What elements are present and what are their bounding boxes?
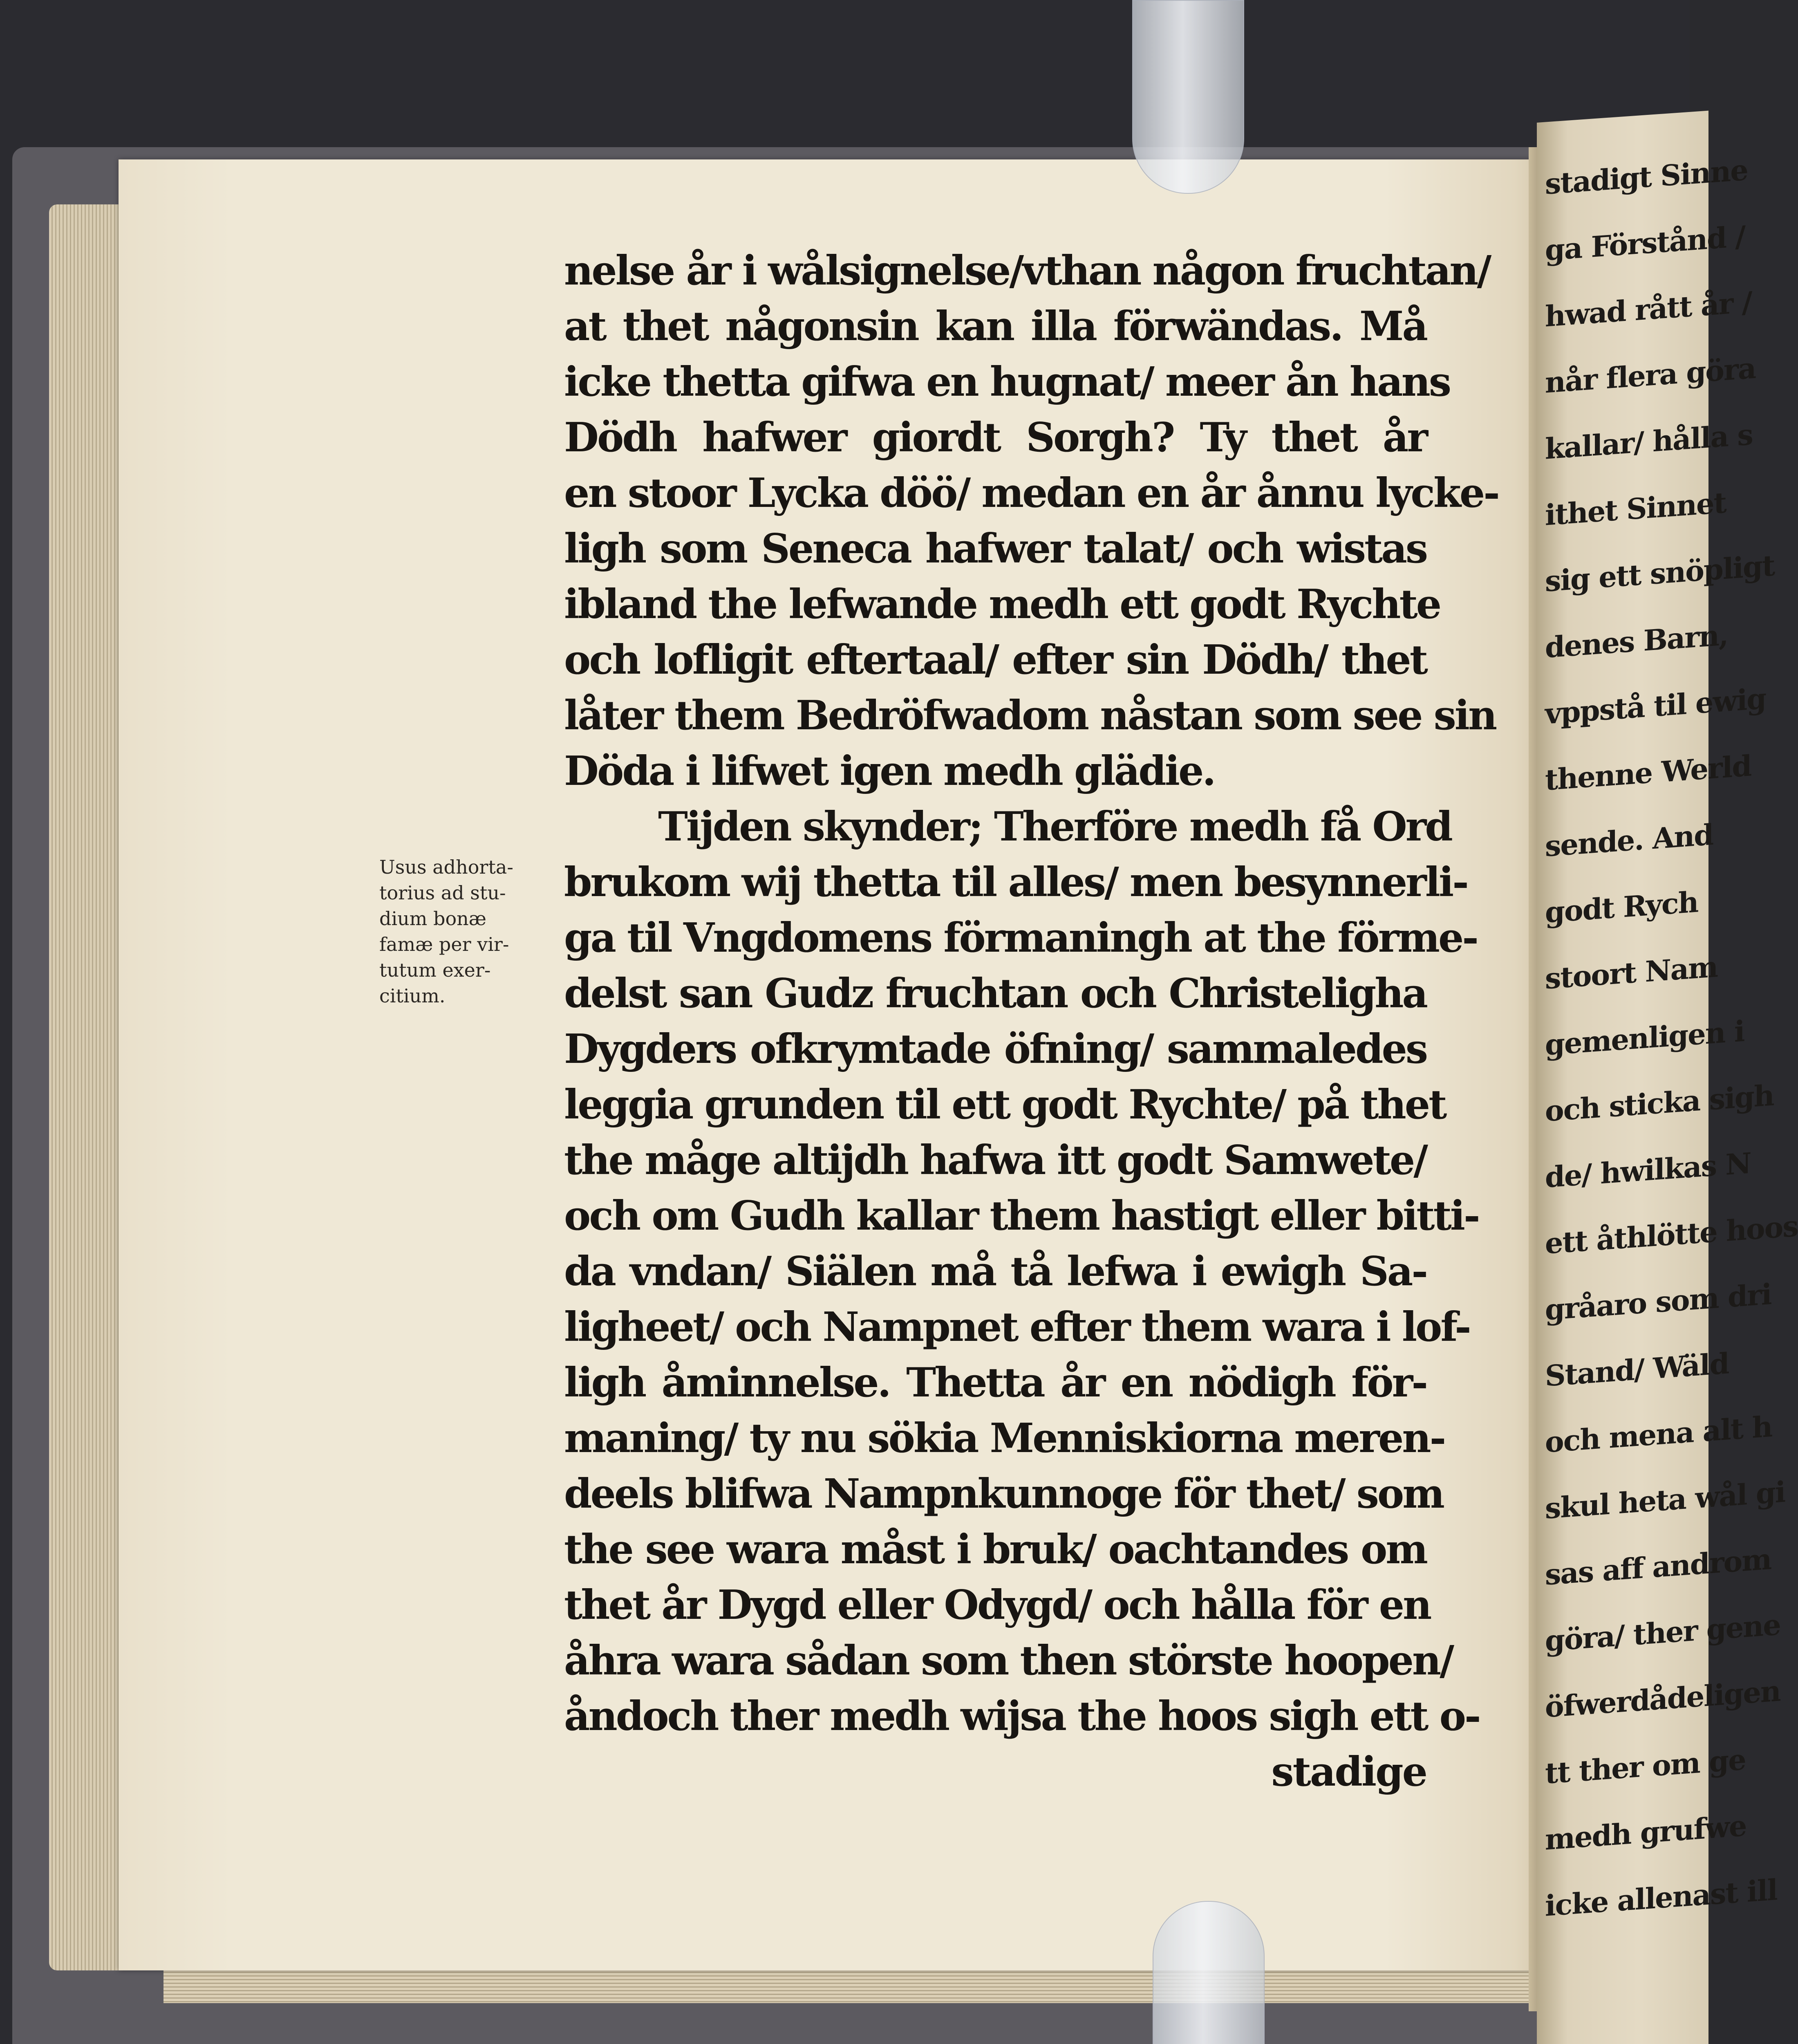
text-line: Dygders ofkrymtade öfning/ sammaledes xyxy=(564,1026,1426,1073)
facing-page-line: stoort Nam xyxy=(1545,950,1718,996)
facing-page-line: vppstå til ewig xyxy=(1545,681,1766,731)
facing-page-line: denes Barn, xyxy=(1545,618,1728,665)
text-line: at thet någonsin kan illa förwändas. Må xyxy=(564,303,1426,350)
main-text-block xyxy=(564,243,1498,1800)
marginal-note-line: tutum exer- xyxy=(379,959,491,981)
text-line: nelse år i wålsignelse/vthan någon fruchtan/ xyxy=(564,247,1490,294)
page-clip-bottom xyxy=(1153,1901,1265,2044)
text-line: icke thetta gifwa en hugnat/ meer ån hans xyxy=(564,359,1450,406)
text-line: thet år Dygd eller Odygd/ och hålla för en xyxy=(564,1582,1431,1629)
text-line: da vndan/ Siälen må tå lefwa i ewigh Sa- xyxy=(564,1248,1426,1295)
text-line: Dödh hafwer giordt Sorgh? Ty thet år xyxy=(564,414,1426,461)
text-line: deels blifwa Nampnkunnoge för thet/ som xyxy=(564,1470,1443,1517)
text-line: ligheet/ och Nampnet efter them wara i lof- xyxy=(564,1304,1470,1351)
catchword: stadige xyxy=(1271,1748,1426,1795)
text-line: brukom wij thetta til alles/ men besynnerli- xyxy=(564,859,1467,906)
page-clip-top xyxy=(1132,0,1244,194)
text-line: the see wara måst i bruk/ oachtandes om xyxy=(564,1526,1426,1573)
marginal-note-line: Usus adhorta- xyxy=(379,856,513,878)
facing-page-line: kallar/ hålla s xyxy=(1545,417,1753,466)
facing-page-line: thenne Werld xyxy=(1545,749,1751,797)
text-line: Döda i lifwet igen medh glädie. xyxy=(564,748,1215,795)
marginal-note-line: torius ad stu- xyxy=(379,882,506,904)
facing-page-line: ett åthlötte hoos xyxy=(1545,1209,1798,1261)
marginal-note-line: famæ per vir- xyxy=(379,933,509,955)
facing-page-line: skul heta wål gi xyxy=(1545,1475,1785,1526)
text-line: ibland the lefwande medh ett godt Rychte xyxy=(564,581,1440,628)
text-line: åndoch ther medh wijsa the hoos sigh ett o- xyxy=(564,1693,1480,1740)
text-line: låter them Bedröfwadom nåstan som see sin xyxy=(564,692,1496,739)
facing-page-line: och sticka sigh xyxy=(1545,1078,1774,1128)
text-line: en stoor Lycka döö/ medan en år ånnu lycke- xyxy=(564,470,1498,517)
facing-page-line: ithet Sinnet xyxy=(1545,485,1726,532)
text-line: och lofligit eftertaal/ efter sin Dödh/ thet xyxy=(564,637,1426,684)
facing-page xyxy=(1537,111,1798,2044)
text-line: Tijden skynder; Therföre medh få Ord xyxy=(658,803,1451,850)
facing-page-line: öfwerdådeligen xyxy=(1545,1674,1780,1724)
facing-page-line: och mena alt h xyxy=(1545,1409,1772,1459)
facing-page-line: medh grufwe xyxy=(1545,1809,1747,1857)
facing-page-line: tt ther om ge xyxy=(1545,1742,1746,1791)
facing-page-line: ga Förstånd / xyxy=(1545,219,1745,267)
facing-page-line: Stand/ Wäld xyxy=(1545,1346,1729,1393)
text-line: ga til Vngdomens förmaningh at the förme- xyxy=(564,914,1477,961)
marginal-note-line: citium. xyxy=(379,985,446,1007)
facing-page-line: gråaro som dri xyxy=(1545,1277,1771,1327)
marginal-note xyxy=(379,854,551,1009)
marginal-note-line: dium bonæ xyxy=(379,908,487,930)
text-line: delst san Gudz fruchtan och Christeligha xyxy=(564,970,1426,1017)
facing-page-line: sende. And xyxy=(1545,817,1713,863)
facing-page-line: hwad rått år / xyxy=(1545,285,1752,334)
text-line: ligh åminnelse. Thetta år en nödigh för- xyxy=(564,1359,1426,1406)
text-line: ligh som Seneca hafwer talat/ och wistas xyxy=(564,525,1426,572)
text-line: leggia grunden til ett godt Rychte/ på thet xyxy=(564,1081,1446,1128)
text-line: maning/ ty nu sökia Menniskiorna meren- xyxy=(564,1415,1445,1462)
facing-page-line: sig ett snöpligt xyxy=(1545,548,1775,598)
facing-page-line: godt Rych xyxy=(1545,885,1698,930)
facing-page-line: icke allenast ill xyxy=(1545,1872,1777,1923)
text-line: och om Gudh kallar them hastigt eller bitti- xyxy=(564,1192,1479,1239)
text-line: the måge altijdh hafwa itt godt Samwete/ xyxy=(564,1137,1426,1184)
facing-page-line: de/ hwilkas N xyxy=(1545,1146,1751,1195)
facing-page-line: gemenligen i xyxy=(1545,1014,1744,1062)
facing-page-line: når flera göra xyxy=(1545,351,1756,400)
facing-page-line: sas aff androm xyxy=(1545,1542,1771,1592)
facing-page-line: göra/ ther gene xyxy=(1545,1607,1780,1658)
facing-page-line: stadigt Sinne xyxy=(1545,152,1748,201)
text-line: åhra wara sådan som then störste hoopen/ xyxy=(564,1637,1453,1684)
